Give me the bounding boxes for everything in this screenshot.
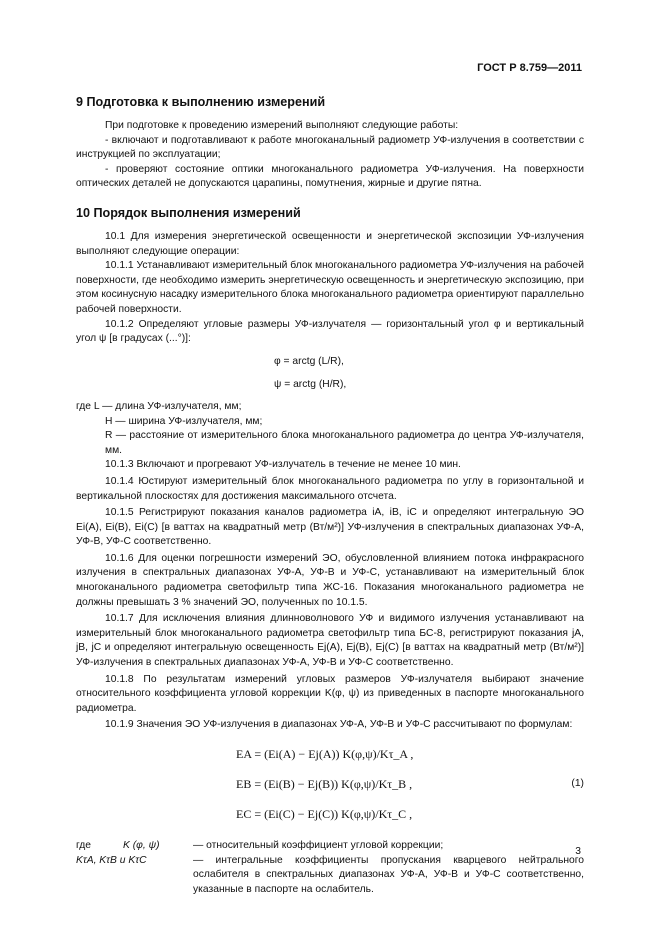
where-block [76,400,584,458]
para-10-1: 10.1 Для измерения энергетической освещенности и энергетической экспозиции УФ-излучения выполняют следующие операции: [76,231,584,257]
para-10-1-5: 10.1.5 Регистрируют показания каналов радиометра iA, iB, iC и определяют интегральную ЭО Ei(A), Ei(B), Ei(C) [в ваттах на квадратный метр (Вт/м²)] УФ-излучения в спектральных диапазонах УФ-А, УФ-В, УФ-С соответственно. [76,507,584,548]
section-10 [76,205,584,897]
section-10-title: 10 Порядок выполнения измерений [76,206,301,220]
legend [76,839,584,897]
section-9 [76,94,584,192]
para-10-1-7: 10.1.7 Для исключения влияния длинноволнового УФ и видимого излучения устанавливают на измерительный блок многоканального радиометра светофильтр типа БС-8, регистрируют показания jA, jB, jC и определяют интегральную освещенность Ej(A), Ej(B), Ej(C) [в ваттах на квадратный метр (Вт/м²)] УФ-излучения в спектральных диапазонах УФ-А, УФ-В и УФ-С соответственно. [76,613,584,669]
formula-psi: ψ = arctg (H/R), [274,379,347,391]
equations-block [76,741,584,833]
legend-symbol-K: K (φ, ψ) [123,840,160,851]
section-9-title: 9 Подготовка к выполнению измерений [76,95,326,109]
para-10-1-2: 10.1.2 Определяют угловые размеры УФ-излучателя — горизонтальный угол φ и вертикальный угол ψ [в градусах (...°)]: [76,318,584,345]
para-10-1-3: 10.1.3 Включают и прогревают УФ-излучатель в течение не менее 10 мин. [105,459,461,471]
section-9-item-2: - проверяют состояние оптики многоканального радиометра УФ-излучения. На поверхности оптических деталей не допускаются царапины, помутнения, жирные и другие пятна. [76,163,584,190]
legend-desc-Ktau: — интегральные коэффициенты пропускания кварцевого нейтрального ослабителя в спектральных диапазонах УФ-А, УФ-В и УФ-С соответственно, указанные в паспорте на ослабитель. [193,854,584,895]
para-10-1-8: 10.1.8 По результатам измерений угловых размеров УФ-излучателя выбирают значение относительного коэффициента угловой коррекции K(φ, ψ) из приведенных в паспорте многоканального радиометра. [76,673,584,714]
equation-number: (1) [571,778,584,789]
where-H: H — ширина УФ-излучателя, мм; [105,415,263,427]
formula-phi: φ = arctg (L/R), [274,355,344,367]
legend-where: где [76,840,92,851]
legend-symbol-Ktau: KτA, KτB и KτC [76,854,147,866]
where-L: где L — длина УФ-излучателя, мм; [76,400,242,412]
equation-B: EB = (Ei(B) − Ej(B)) K(φ,ψ)/Kτ_B , [236,777,413,791]
where-R: R — расстояние от измерительного блока многоканального радиометра до центра УФ-излучателя, мм. [105,430,584,456]
section-9-intro: При подготовке к проведению измерений выполняют следующие работы: [105,120,459,131]
legend-row-2 [76,854,584,898]
document-id: ГОСТ Р 8.759—2011 [477,62,582,74]
legend-desc-K: — относительный коэффициент угловой коррекции; [193,840,444,851]
page-number: 3 [575,846,581,857]
para-10-1-4: 10.1.4 Юстируют измерительный блок многоканального радиометра по углу в горизонтальной и вертикальной плоскостях для достижения максимального отсчета. [76,475,584,502]
para-10-1-6: 10.1.6 Для оценки погрешности измерений ЭО, обусловленной влиянием потока инфракрасного излучения в спектральных диапазонах УФ-А, УФ-В и УФ-С, устанавливают на измерительный блок многоканального радиометра светофильтр типа ЖС-16. Показания многоканального радиометра не должны превышать 3 % значений ЭО, полученных по 10.1.5. [76,552,584,608]
equation-C: EC = (Ei(C) − Ej(C)) K(φ,ψ)/Kτ_C , [236,807,413,821]
para-10-1-9: 10.1.9 Значения ЭО УФ-излучения в диапазонах УФ-А, УФ-В и УФ-С рассчитывают по формулам: [105,719,573,731]
legend-row-1 [76,839,584,854]
equation-A: EA = (Ei(A) − Ej(A)) K(φ,ψ)/Kτ_A , [236,747,414,761]
section-9-item-1: - включают и подготавливают к работе многоканальный радиометр УФ-излучения в соответствии с инструкцией по эксплуатации; [76,134,584,161]
para-10-1-1: 10.1.1 Устанавливают измерительный блок многоканального радиометра УФ-излучения на рабочей поверхности, где необходимо измерить энергетическую освещенность и энергетическую экспозицию, при этом косинусную насадку измерительного блока многоканального радиометра ориентируют параллельно рабочей поверхности. [76,260,584,315]
